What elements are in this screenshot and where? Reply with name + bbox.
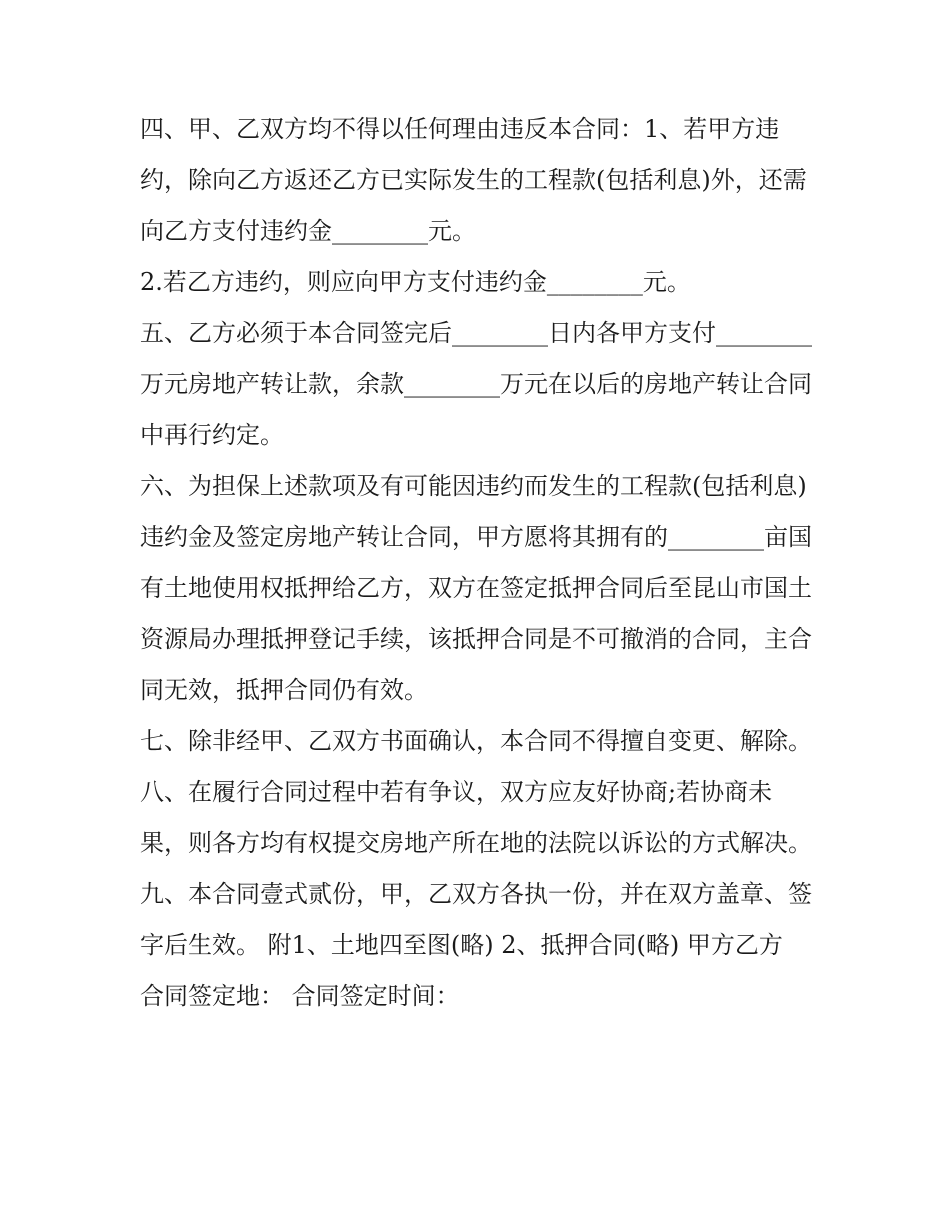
paragraph-dispute-resolution: 八、在履行合同过程中若有争议，双方应友好协商;若协商未果，则各方均有权提交房地产所在地的法院以诉讼的方式解决。 [140, 778, 812, 857]
paragraph-party-b-breach: 2.若乙方违约，则应向甲方支付违约金________元。 [140, 268, 691, 296]
paragraph-payment-terms: 五、乙方必须于本合同签完后________日内各甲方支付________万元房地产转让款，余款________万元在以后的房地产转让合同中再行约定。 [140, 319, 812, 449]
paragraph-guarantee-mortgage: 六、为担保上述款项及有可能因违约而发生的工程款(包括利息)违约金及签定房地产转让合同，甲方愿将其拥有的________亩国有土地使用权抵押给乙方，双方在签定抵押合同后至昆山市国土资源局办理抵押登记手续，该抵押合同是不可撤消的合同，主合同无效，抵押合同仍有效。 [140, 472, 812, 704]
paragraph-breach-clause: 四、甲、乙双方均不得以任何理由违反本合同：1、若甲方违约，除向乙方返还乙方已实际发生的工程款(包括利息)外，还需向乙方支付违约金________元。 [140, 115, 807, 245]
paragraph-no-modification: 七、除非经甲、乙双方书面确认，本合同不得擅自变更、解除。 [140, 727, 812, 755]
paragraph-effectiveness: 九、本合同壹式贰份，甲，乙双方各执一份，并在双方盖章、签字后生效。 附1、土地四至图(略) 2、抵押合同(略) 甲方乙方 合同签定地： 合同签定时间： [140, 880, 812, 1010]
document-body [140, 104, 812, 1022]
